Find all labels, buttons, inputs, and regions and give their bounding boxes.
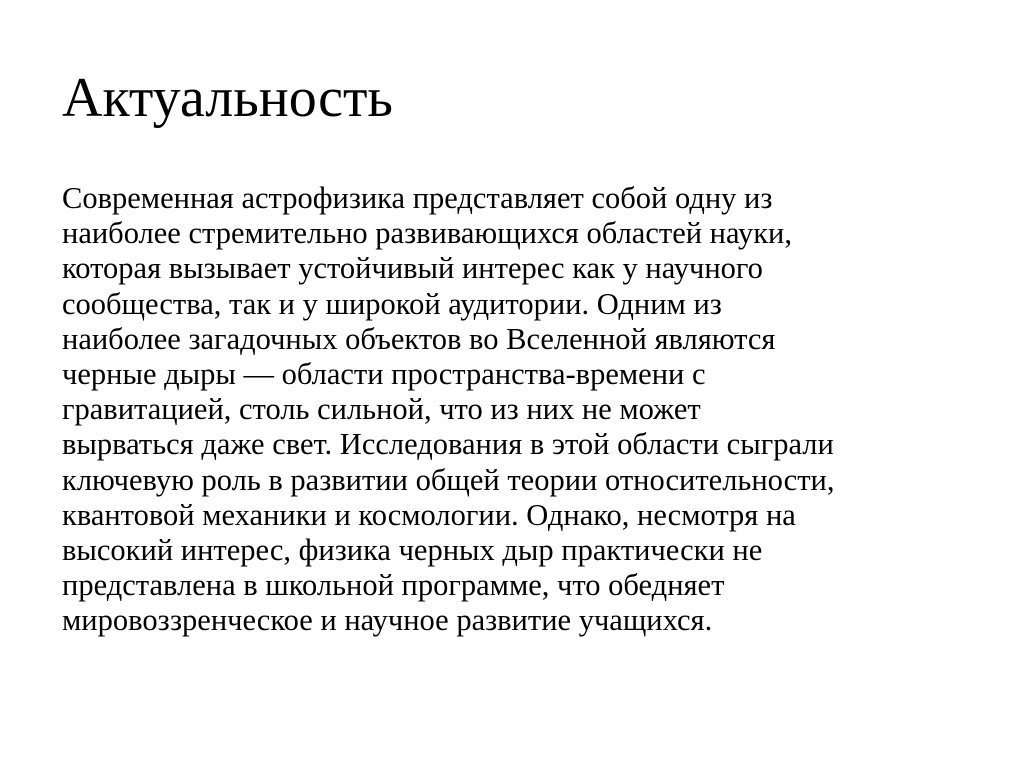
- body-text-line: Современная астрофизика представляет собой одну из: [62, 181, 773, 215]
- body-text-line: гравитацией, столь сильной, что из них не может: [62, 392, 701, 427]
- body-text-line: высокий интерес, физика черных дыр практически не: [62, 533, 763, 568]
- body-text-line: вырваться даже свет. Исследования в этой области сыграли: [62, 427, 834, 462]
- body-text-line: сообщества, так и у широкой аудитории. Одним из: [62, 286, 722, 321]
- body-text-line: квантовой механики и космологии. Однако, несмотря на: [62, 497, 796, 532]
- body-text-line: ключевую роль в развитии общей теории относительности,: [62, 462, 835, 497]
- slide-title: Актуальность: [62, 67, 393, 129]
- slide-body-text: [62, 181, 982, 639]
- body-text-line: черные дыры — области пространства-времени с: [62, 357, 706, 392]
- body-text-line: наиболее загадочных объектов во Вселенной являются: [62, 321, 776, 356]
- body-text-line: которая вызывает устойчивый интерес как у научного: [62, 251, 763, 286]
- body-text-line: наиболее стремительно развивающихся областей науки,: [62, 216, 793, 251]
- body-text-line: представлена в школьной программе, что обедняет: [62, 568, 725, 603]
- body-text-line: мировоззренческое и научное развитие учащихся.: [62, 603, 713, 638]
